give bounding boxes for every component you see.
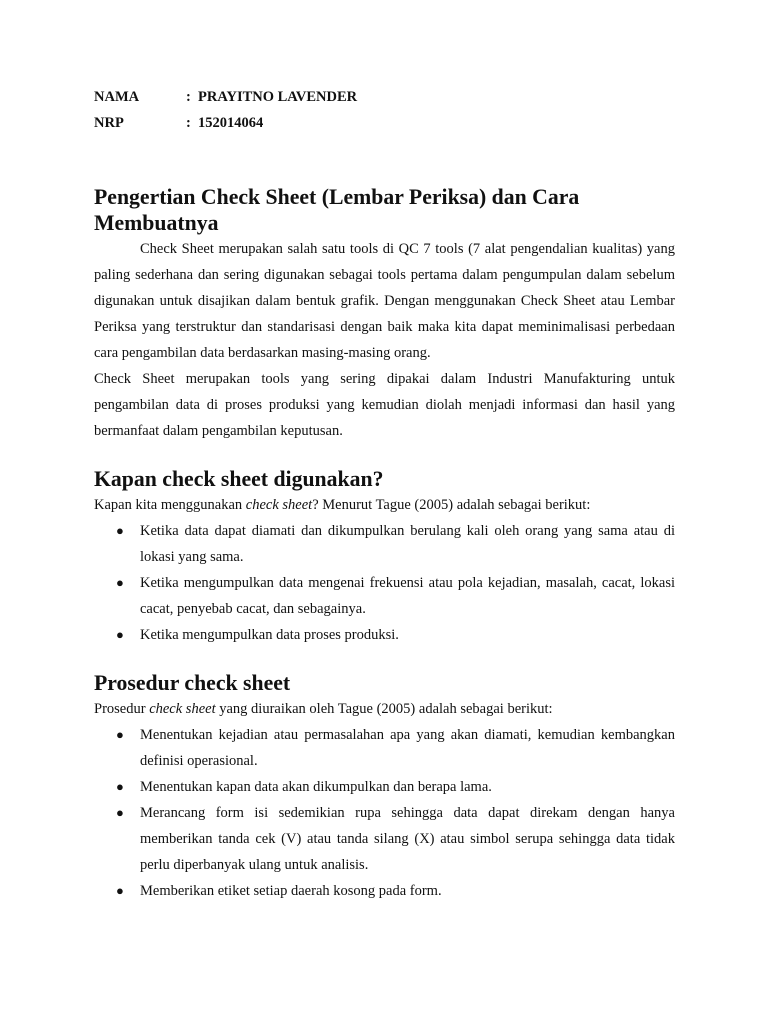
list-item <box>94 800 675 878</box>
list-item <box>94 518 675 570</box>
bullet-icon: ● <box>116 883 124 898</box>
bullet-icon: ● <box>116 779 124 794</box>
section-title-kapan: Kapan check sheet digunakan? <box>94 467 384 491</box>
nrp-row <box>94 110 675 136</box>
list-item-text: Menentukan kapan data akan dikumpulkan dan berapa lama. <box>140 779 492 795</box>
name-row <box>94 84 675 110</box>
paragraph-definition: Check Sheet merupakan salah satu tools di QC 7 tools (7 alat pengendalian kualitas) yang paling sederhana dan sering digunakan sebagai tools pertama dalam pengumpulan dalam sebelum digunakan untuk disajikan dalam bentuk grafik. Dengan menggunakan Check Sheet atau Lembar Periksa yang terstruktur dan standarisasi dengan baik maka kita dapat meminimalisasi perbedaan cara pengambilan data berdasarkan masing-masing orang. <box>94 241 675 361</box>
list-item <box>94 878 675 904</box>
list-item <box>94 722 675 774</box>
nrp-label: NRP <box>94 115 124 131</box>
intro-text-italic: check sheet <box>245 497 313 513</box>
intro-text-before: Prosedur <box>94 701 150 717</box>
list-item-text: Memberikan etiket setiap daerah kosong pada form. <box>140 883 442 899</box>
intro-text-after: yang diuraikan oleh Tague (2005) adalah sebagai berikut: <box>215 701 553 717</box>
name-label: NAMA <box>94 89 140 105</box>
list-prosedur <box>94 722 675 904</box>
bullet-icon: ● <box>116 627 124 642</box>
nrp-separator: : <box>186 115 191 131</box>
nrp-value: 152014064 <box>198 115 264 131</box>
document-page <box>94 84 675 904</box>
list-item <box>94 570 675 622</box>
list-item-text: Ketika data dapat diamati dan dikumpulkan berulang kali oleh orang yang sama atau di lokasi yang sama. <box>140 523 675 565</box>
intro-text-before: Kapan kita menggunakan <box>94 497 246 513</box>
list-item <box>94 622 675 648</box>
paragraph-kapan-intro <box>94 492 675 518</box>
paragraph-prosedur-intro <box>94 696 675 722</box>
list-kapan <box>94 518 675 648</box>
name-value: PRAYITNO LAVENDER <box>198 89 358 105</box>
bullet-icon: ● <box>116 727 124 742</box>
section-title-pengertian: Pengertian Check Sheet (Lembar Periksa) dan Cara Membuatnya <box>94 185 580 235</box>
list-item <box>94 774 675 800</box>
intro-text-after: ? Menurut Tague (2005) adalah sebagai berikut: <box>312 497 591 513</box>
list-item-text: Ketika mengumpulkan data mengenai frekuensi atau pola kejadian, masalah, cacat, lokasi cacat, penyebab cacat, dan sebagainya. <box>140 575 675 617</box>
name-separator: : <box>186 89 191 105</box>
bullet-icon: ● <box>116 805 124 820</box>
intro-text-italic: check sheet <box>149 701 216 717</box>
section-title-prosedur: Prosedur check sheet <box>94 671 291 695</box>
paragraph-industry: Check Sheet merupakan tools yang sering dipakai dalam Industri Manufakturing untuk pengambilan data di proses produksi yang kemudian diolah menjadi informasi dan hasil yang bermanfaat dalam pengambilan keputusan. <box>94 371 675 439</box>
list-item-text: Menentukan kejadian atau permasalahan apa yang akan diamati, kemudian kembangkan definisi operasional. <box>140 727 675 769</box>
bullet-icon: ● <box>116 575 124 590</box>
list-item-text: Ketika mengumpulkan data proses produksi. <box>140 627 399 643</box>
list-item-text: Merancang form isi sedemikian rupa sehingga data dapat direkam dengan hanya memberikan tanda cek (V) atau tanda silang (X) atau simbol serupa sehingga data tidak perlu diperbanyak ulang untuk analisis. <box>140 805 675 873</box>
bullet-icon: ● <box>116 523 124 538</box>
